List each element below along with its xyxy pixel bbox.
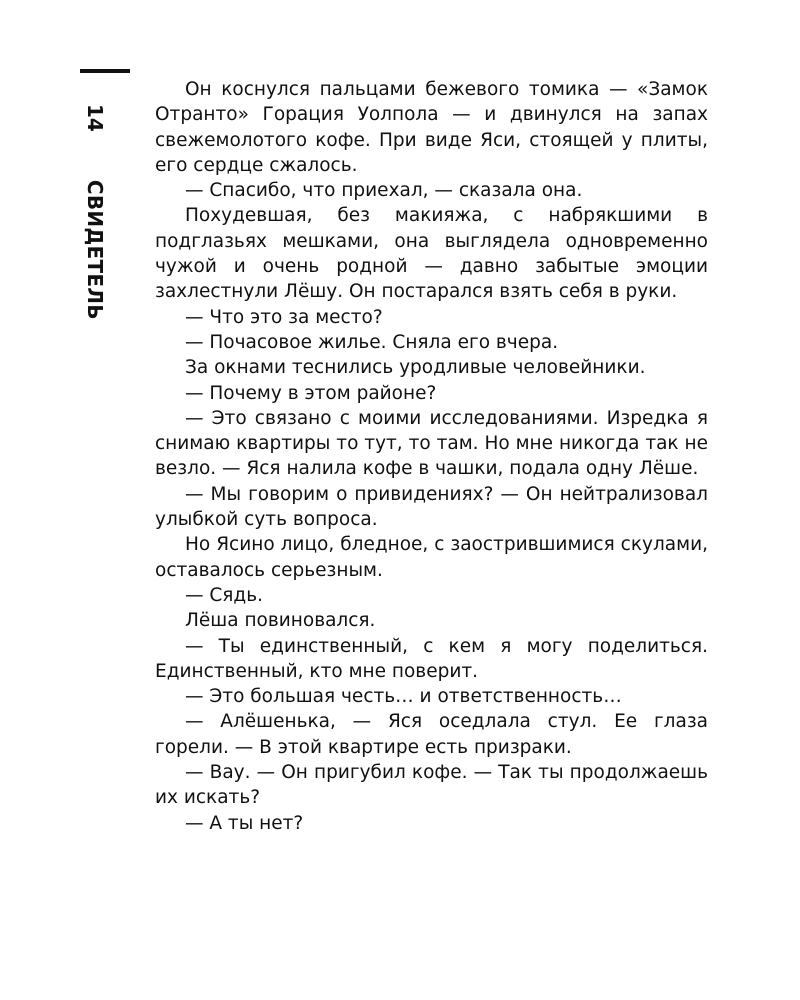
paragraph: — Алёшенька, — Яся оседлала стул. Ее глаза горели. — В этой квартире есть призраки. <box>155 711 708 758</box>
paragraph: — Мы говорим о привидениях? — Он нейтрализовал улыбкой суть вопроса. <box>155 483 708 531</box>
paragraph: — Это связано с моими исследованиями. Изредка я снимаю квартиры то тут, то там. Но мне никогда так не везло. — Яся налила кофе в чашки, подала одну Лёше. <box>155 407 708 480</box>
paragraph: — Что это за место? <box>185 306 383 328</box>
paragraph: Похудевшая, без макияжа, с набрякшими в подглазьях мешками, она выглядела одновременно чужой и очень родной — давно забытые эмоции захлестнули Лёшу. Он постарался взять себя в руки. <box>155 205 708 303</box>
paragraph: Но Ясино лицо, бледное, с заострившимися скулами, оставалось серьезным. <box>155 534 708 581</box>
paragraph: — Ты единственный, с кем я могу поделиться. Единственный, кто мне поверит. <box>155 635 708 682</box>
paragraph: — Почасовое жилье. Сняла его вчера. <box>185 331 559 353</box>
paragraph: — Это большая честь… и ответственность… <box>185 686 622 708</box>
header-rule <box>80 69 130 73</box>
book-title: СВИДЕТЕЛЬ <box>83 179 107 320</box>
page-number: 14 <box>83 104 107 132</box>
paragraph: — Сядь. <box>185 584 264 606</box>
paragraph: — Спасибо, что приехал, — сказала она. <box>185 180 583 202</box>
body-text <box>155 77 708 836</box>
paragraph: — Почему в этом районе? <box>185 382 437 404</box>
paragraph: Лёша повиновался. <box>185 610 376 632</box>
paragraph: — А ты нет? <box>185 812 304 834</box>
paragraph: Он коснулся пальцами бежевого томика — «Замок Отранто» Горация Уолпола — и двинулся на запах свежемолотого кофе. При виде Яси, стоящей у плиты, его сердце сжалось. <box>155 79 708 176</box>
paragraph: За окнами теснились уродливые человейники. <box>185 357 646 379</box>
paragraph: — Вау. — Он пригубил кофе. — Так ты продолжаешь их искать? <box>155 762 708 809</box>
